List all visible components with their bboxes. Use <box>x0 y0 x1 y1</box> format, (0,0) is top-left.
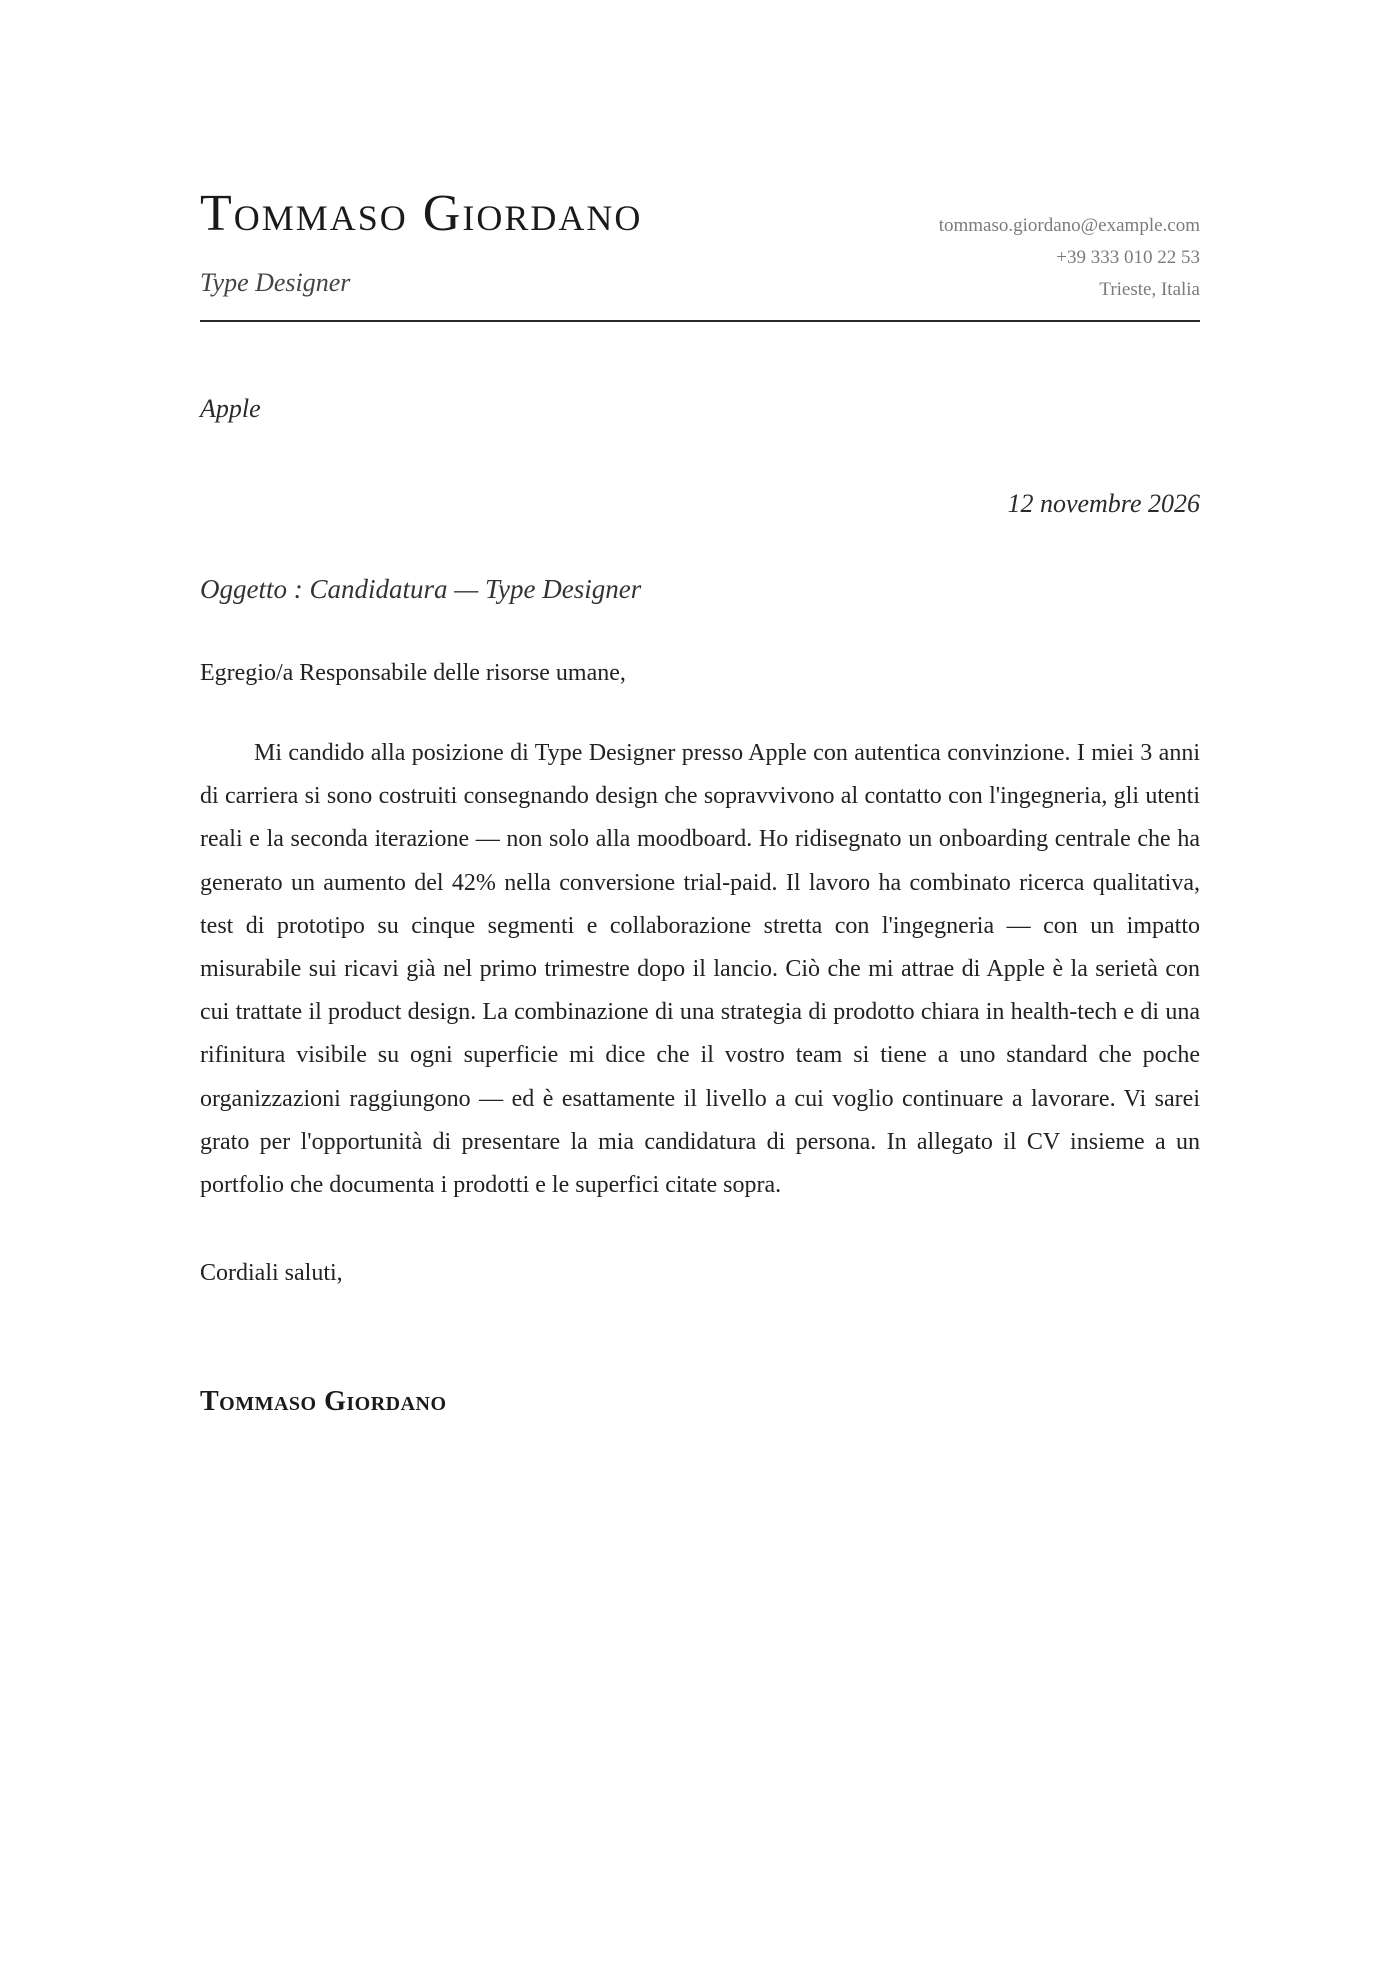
contact-location: Trieste, Italia <box>1099 279 1200 300</box>
subject-line: Oggetto : Candidatura — Type Designer <box>200 574 642 604</box>
contact-phone: +39 333 010 22 53 <box>1056 247 1200 268</box>
recipient: Apple <box>200 394 261 423</box>
letter-body: Mi candido alla posizione di Type Designer presso Apple con autentica convinzione. I miei 3 anni di carriera si sono costruiti consegnando design che sopravvivono al contatto con l'ingegneria, gli utenti reali e la seconda iterazione — non solo alla moodboard. Ho ridisegnato un onboarding centrale che ha generato un aumento del 42% nella conversione trial-paid. Il lavoro ha combinato ricerca qualitativa, test di prototipo su cinque segmenti e collaborazione stretta con l'ingegneria — con un impatto misurabile sui ricavi già nel primo trimestre dopo il lancio. Ciò che mi attrae di Apple è la serietà con cui trattate il product design. La combinazione di una strategia di prodotto chiara in health-tech e di una rifinitura visibile su ogni superficie mi dice che il vostro team si tiene a uno standard che poche organizzazioni raggiungono — ed è esattamente il livello a cui voglio continuare a lavorare. Vi sarei grato per l'opportunità di presentare la mia candidatura di persona. In allegato il CV insieme a un portfolio che documenta i prodotti e le superfici citate sopra. <box>200 740 1200 1199</box>
contact-block <box>939 210 1200 306</box>
salutation: Egregio/a Responsabile delle risorse umane, <box>200 660 626 686</box>
closing: Cordiali saluti, <box>200 1260 343 1286</box>
sender-name: Tommaso Giordano <box>200 185 643 242</box>
signature-name: Tommaso Giordano <box>200 1386 447 1417</box>
letter-date: 12 novembre 2026 <box>1007 489 1200 518</box>
cover-letter-page <box>200 0 1200 1980</box>
contact-email: tommaso.giordano@example.com <box>938 215 1200 236</box>
letterhead <box>200 180 1200 322</box>
sender-role: Type Designer <box>200 268 351 297</box>
